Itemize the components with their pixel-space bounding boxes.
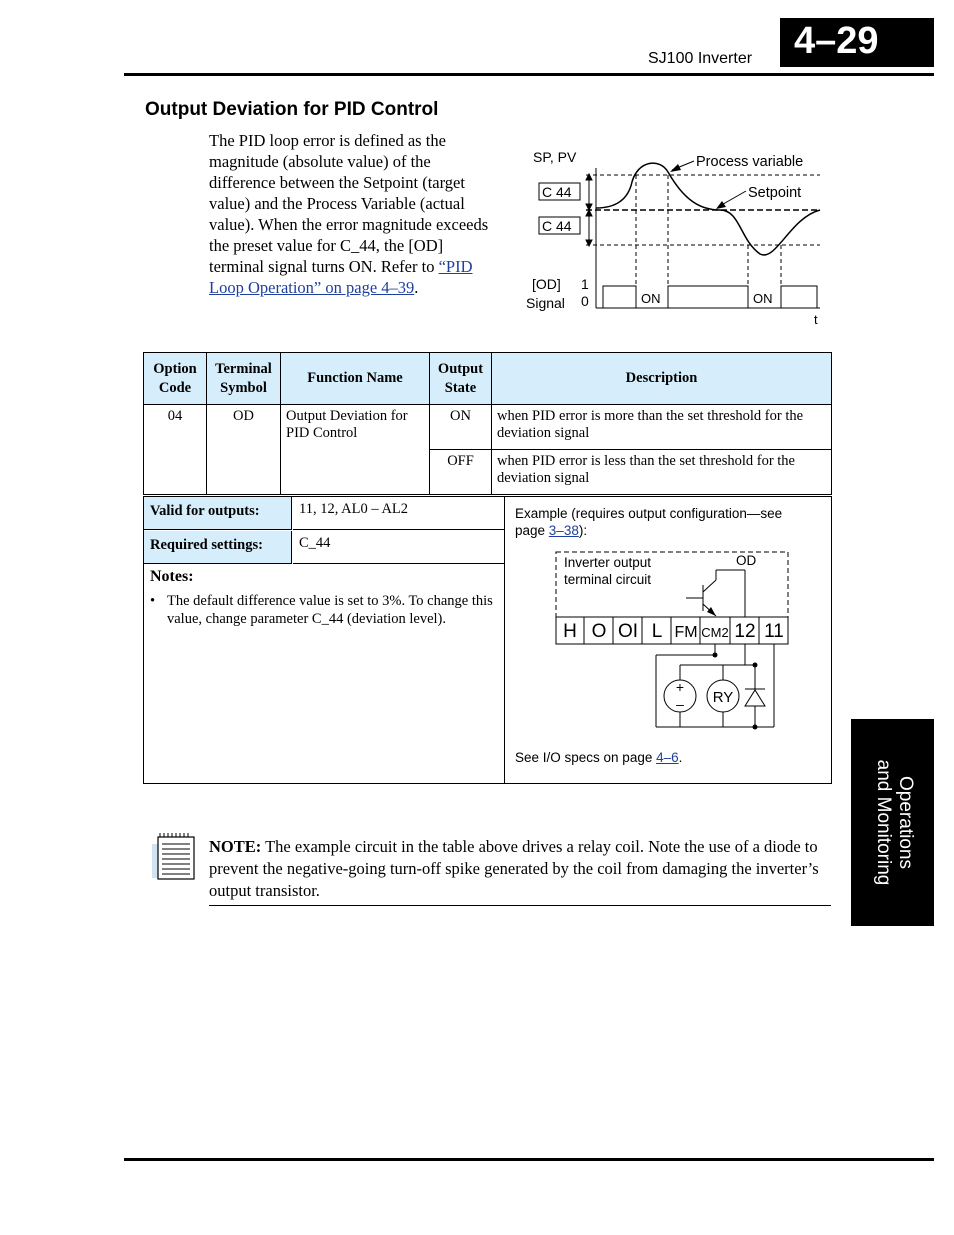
pv-pointer-head — [670, 164, 681, 172]
io-specs-link[interactable]: 4–6 — [656, 750, 679, 765]
state-off-cell: OFF — [430, 450, 492, 495]
io-specs-text — [515, 750, 682, 765]
side-tab-label — [851, 719, 934, 926]
example-suffix: ): — [578, 523, 588, 538]
terminal-o: O — [591, 621, 607, 642]
terminal-symbol-cell: OD — [207, 405, 281, 495]
io-specs-prefix: See I/O specs on page — [515, 750, 657, 765]
circuit-label-line1: Inverter output — [564, 555, 652, 570]
io-specs-suffix: . — [678, 750, 683, 765]
notes-title: Notes: — [150, 568, 194, 585]
c44-upper-label: C 44 — [542, 184, 572, 200]
valid-outputs-label: Valid for outputs: — [144, 497, 292, 530]
note-bullet: • — [150, 593, 156, 609]
header-terminal-symbol: Terminal Symbol — [207, 353, 281, 405]
diode-icon — [745, 689, 765, 706]
box-divider — [504, 497, 505, 783]
note-body: The example circuit in the table above drives a relay coil. Note the use of a diode to prevent the negative-going turn-off spike generated by the coil from damaging the inverter’s output transistor. — [209, 837, 819, 900]
description-on-cell: when PID error is more than the set threshold for the deviation signal — [492, 405, 832, 450]
note-item: The default difference value is set to 3%. To change this value, change parameter C_44 (deviation level). — [167, 593, 493, 627]
circuit-label-line2: terminal circuit — [564, 572, 652, 587]
valid-outputs-value: 11, 12, AL0 – AL2 — [293, 497, 504, 530]
process-variable-curve — [596, 163, 820, 255]
header-option-code: Option Code — [144, 353, 207, 405]
example-circuit — [540, 545, 810, 735]
side-tab-line2: and Monitoring — [873, 759, 894, 886]
terminal-fm: FM — [674, 624, 698, 641]
signal-label: Signal — [526, 295, 565, 311]
timing-diagram — [520, 140, 830, 330]
intro-paragraph — [209, 130, 501, 298]
od-signal-pulses — [603, 286, 817, 308]
running-header: SJ100 Inverter — [648, 50, 753, 67]
required-settings-value: C_44 — [293, 531, 504, 564]
c44-lower-label: C 44 — [542, 218, 572, 234]
junction-dot-2 — [753, 663, 758, 668]
terminal-cm2: CM2 — [701, 625, 729, 640]
on-label-2: ON — [753, 291, 773, 306]
terminal-12: 12 — [734, 621, 756, 642]
pid-loop-link[interactable]: “PID Loop Operation” on page 4–39 — [209, 257, 473, 297]
footer-rule — [124, 1158, 934, 1161]
note-label: NOTE: — [209, 837, 262, 856]
process-variable-label: Process variable — [696, 154, 804, 170]
junction-dot-1 — [713, 653, 718, 658]
intro-end: . — [414, 278, 419, 297]
chapter-side-tab[interactable] — [851, 719, 934, 926]
description-off-cell: when PID error is less than the set threshold for the deviation signal — [492, 450, 832, 495]
on-label-1: ON — [641, 291, 661, 306]
section-title: Output Deviation for PID Control — [145, 99, 439, 120]
function-name-cell: Output Deviation for PID Control — [281, 405, 430, 495]
output-config-link[interactable]: 3–38 — [548, 523, 579, 538]
example-text — [515, 505, 795, 539]
sp-pv-axis-label: SP, PV — [533, 149, 577, 165]
terminal-11: 11 — [764, 621, 784, 642]
terminal-l: L — [651, 621, 663, 642]
function-table — [143, 352, 832, 495]
state-on-cell: ON — [430, 405, 492, 450]
relay-label: RY — [712, 689, 734, 706]
intro-text: The PID loop error is defined as the magnitude (absolute value) of the difference between the Setpoint (target value) and the Process Variable (actual value). When the error magnitude exceeds the preset value for C_44, the [OD] terminal signal turns ON. Refer to — [209, 131, 489, 276]
side-tab-line1: Operations — [895, 776, 916, 869]
time-label: t — [814, 312, 818, 327]
notepad-icon — [150, 832, 198, 882]
transistor-symbol — [686, 570, 745, 617]
od-terminal-label: OD — [736, 553, 757, 568]
option-code-cell: 04 — [144, 405, 207, 495]
setpoint-label: Setpoint — [748, 185, 802, 201]
plus-sign: + — [675, 679, 685, 695]
header-function-name: Function Name — [281, 353, 430, 405]
od-label: [OD] — [532, 276, 561, 292]
notes-list — [150, 592, 498, 628]
page-number: 4–29 — [780, 18, 934, 67]
note-rule — [209, 905, 831, 906]
terminal-h: H — [563, 621, 577, 642]
minus-sign: – — [676, 696, 684, 712]
setpoint-pointer-head — [716, 201, 726, 209]
terminal-oi: OI — [617, 621, 639, 642]
example-prefix: Example (requires output configuration—see page — [515, 506, 783, 538]
level-low: 0 — [581, 293, 589, 309]
note-paragraph — [209, 836, 831, 902]
required-settings-label: Required settings: — [144, 531, 292, 564]
junction-dot-3 — [753, 725, 758, 730]
header-output-state: Output State — [430, 353, 492, 405]
level-high: 1 — [581, 276, 589, 292]
header-rule — [124, 73, 934, 76]
header-description: Description — [492, 353, 832, 405]
